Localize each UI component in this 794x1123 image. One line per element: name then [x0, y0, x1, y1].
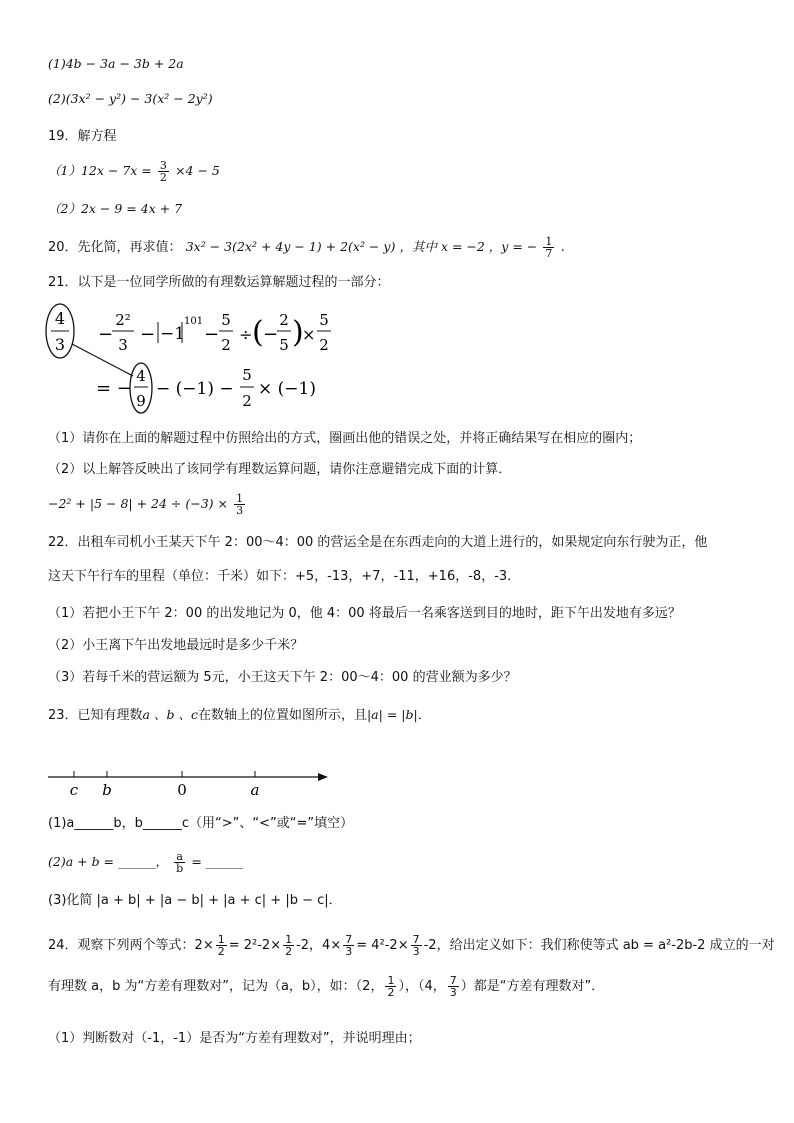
row2-mid: − (−1) − [156, 379, 234, 399]
svg-text:−: − [98, 324, 114, 345]
q24-l2-end: ）都是“方差有理数对”． [460, 979, 605, 994]
q18-part2: (2)(3x² − y²) − 3(x² − 2y²) [48, 91, 213, 106]
label-b: b [102, 781, 112, 799]
q21-part1: （1）请你在上面的解题过程中仿照给出的方式，圈画出他的错误之处，并将正确结果写在相应的圈内； [48, 431, 642, 446]
q24-l1-mid2: -2，4× [296, 938, 342, 953]
axis-arrow [318, 773, 328, 781]
q19-title: 19．解方程 [48, 129, 117, 144]
q23-title-end: ． [417, 708, 431, 723]
svg-text:×: × [302, 325, 316, 344]
row1-frac-a-den: 3 [118, 336, 128, 354]
q24-l1-frac4: $\frac{7}{3}$ [412, 933, 420, 958]
circle-top-den: 3 [54, 335, 66, 354]
q23-title [48, 706, 431, 725]
q24-l1-frac3: $\frac{7}{3}$ [345, 933, 353, 958]
q18-part1: (1)4b − 3a − 3b + 2a [48, 56, 184, 71]
q19-p1-prefix: （1）12x − 7x = [48, 163, 152, 178]
q24-l1-end: -2，给出定义如下：我们称使等式 ab = a²-2b-2 成立的一对 [423, 938, 775, 953]
q21-part2: （2）以上解答反映出了该同学有理数运算问题，请你注意避错完成下面的计算． [48, 462, 512, 477]
q22-part1: （1）若把小王下午 2：00 的出发地记为 0，他 4：00 将最后一名乘客送到目的地时，距下午出发地有多远？ [48, 606, 681, 621]
q24-l2-prefix: 有理数 a，b 为“方差有理数对”，记为（a，b），如：（2， [48, 979, 384, 994]
q19-part2: （2）2x − 9 = 4x + 7 [48, 201, 183, 216]
row2-frac-num: 5 [242, 366, 252, 384]
q23-part2 [48, 851, 243, 874]
row2-end: × (−1) [258, 379, 316, 399]
q20-prefix: 20．先化简，再求值： [48, 240, 182, 255]
q24-l2-mid: ），（4， [398, 979, 446, 994]
q24-line1 [48, 934, 775, 957]
row1-abs: −1 [160, 324, 186, 344]
q22-part3: （3）若每千米的营运额为 5元，小王这天下午 2：00～4：00 的营业额为多少？ [48, 670, 517, 685]
q23-title-vars: a 、b 、c [142, 707, 198, 722]
q20-question [48, 236, 565, 259]
row1-frac-d-den: 2 [319, 336, 329, 354]
q24-l1-mid1: = 2²-2× [228, 938, 282, 953]
svg-text:(: ( [252, 315, 264, 350]
number-line [40, 765, 340, 805]
q19-part1 [48, 160, 220, 183]
q19-p1-suffix: ×4 − 5 [175, 163, 220, 178]
q19-p1-fraction: $\frac{3}{2}$ [159, 159, 167, 184]
q20-expression: 3x² − 3(2x² + 4y − 1) + 2(x² − y) [185, 239, 396, 254]
q20-end: . [560, 240, 565, 255]
q23-p2-suffix: = ______ [191, 854, 244, 869]
row1-frac-c-num: 2 [279, 311, 289, 329]
svg-text:÷: ÷ [239, 325, 253, 344]
svg-text:−: − [263, 324, 279, 345]
q21-calc-fraction: $\frac{1}{3}$ [236, 492, 244, 517]
row1-frac-b-den: 2 [221, 336, 231, 354]
circle-top-num: 4 [54, 309, 66, 328]
label-c: c [69, 781, 79, 799]
q24-part1: （1）判断数对（-1，-1）是否为“方差有理数对”，并说明理由； [48, 1031, 421, 1046]
q20-fraction: $\frac{1}{7}$ [545, 235, 553, 260]
q22-part2: （2）小王离下午出发地最远时是多少千米？ [48, 638, 304, 653]
q21-title: 21．以下是一位同学所做的有理数运算解题过程的一部分： [48, 275, 390, 290]
row1-frac-a-num: 2² [115, 311, 131, 329]
q21-calc [48, 493, 247, 516]
q22-line1: 22．出租车司机小王某天下午 2：00～4：00 的营运全是在东西走向的大道上进行的，如果规定向东行驶为正，他 [48, 535, 708, 550]
row1-frac-d-num: 5 [319, 311, 329, 329]
q21-work-figure [40, 298, 340, 420]
row2-frac-den: 2 [242, 392, 252, 410]
q24-l2-frac2: $\frac{7}{3}$ [449, 974, 457, 999]
q24-line2 [48, 975, 604, 998]
q23-title-prefix: 23．已知有理数 [48, 708, 143, 723]
svg-text:−: − [204, 324, 220, 345]
q22-line2: 这天下午行车的里程（单位：千米）如下：+5，-13，+7，-11，+16，-8，-3． [48, 569, 521, 584]
label-a: a [250, 781, 260, 799]
circle-bottom-den: 9 [136, 392, 146, 410]
svg-text:): ) [292, 315, 304, 350]
circle-bottom-num: 4 [136, 367, 146, 385]
q23-p2-prefix: (2)a + b = ______， [48, 854, 169, 869]
q23-title-mid: 在数轴上的位置如图所示，且 [197, 708, 367, 723]
q20-condition: ，其中 x = −2 ，y = − [399, 239, 538, 254]
q24-l1-prefix: 24．观察下列两个等式：2× [48, 938, 214, 953]
row1-exp: 101 [184, 316, 204, 327]
svg-text:−: − [140, 324, 156, 345]
q24-l2-frac1: $\frac{1}{2}$ [387, 974, 395, 999]
q23-part3: (3)化简 |a + b| + |a − b| + |a + c| + |b − c|． [48, 893, 342, 908]
q24-l1-mid3: = 4²-2× [356, 938, 409, 953]
q23-p2-fraction: $\frac{a}{b}$ [176, 850, 184, 875]
q23-title-cond: |a| = |b| [366, 707, 418, 722]
q23-part1: (1)a______b，b______c（用“>”、“<”或“=”填空） [48, 816, 354, 831]
q24-l1-frac2: $\frac{1}{2}$ [285, 933, 293, 958]
row1-frac-b-num: 5 [221, 311, 231, 329]
label-0: 0 [177, 781, 187, 799]
svg-text:= −: = − [96, 378, 132, 399]
q24-l1-frac1: $\frac{1}{2}$ [217, 933, 225, 958]
row1-frac-c-den: 5 [279, 336, 289, 354]
q21-calc-expr: −2² + |5 − 8| + 24 ÷ (−3) × [48, 496, 228, 511]
